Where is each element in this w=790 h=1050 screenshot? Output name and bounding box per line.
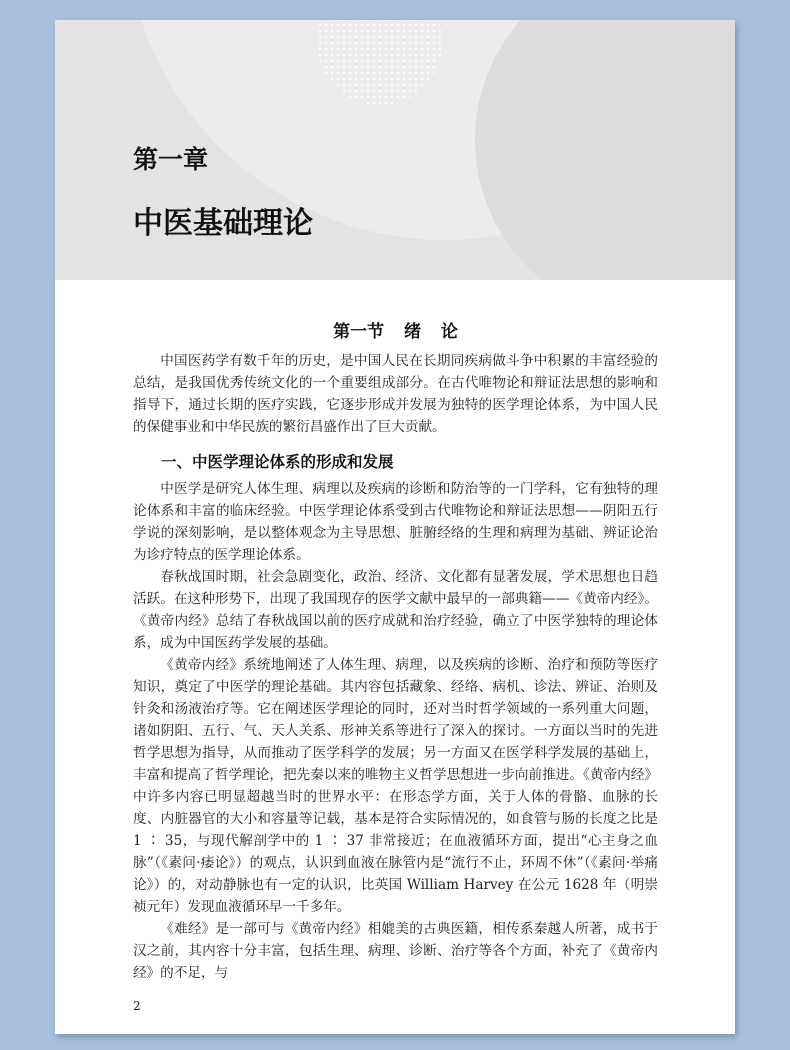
body-paragraph: 《难经》是一部可与《黄帝内经》相媲美的古典医籍，相传系秦越人所著，成书于汉之前，其内容十分丰富，包括生理、病理、诊断、治疗等各个方面，补充了《黄帝内经》的不足，与	[133, 921, 658, 981]
subsection-heading: 一、中医学理论体系的形成和发展	[161, 453, 394, 471]
body-paragraph: 春秋战国时期，社会急剧变化，政治、经济、文化都有显著发展，学术思想也日趋活跃。在这种形势下，出现了我国现存的医学文献中最早的一部典籍——《黄帝内经》。《黄帝内经》总结了春秋战国以前的医疗成就和治疗经验，确立了中医学独特的理论体系，成为中国医药学发展的基础。	[133, 569, 658, 651]
book-page	[55, 20, 735, 1034]
chapter-banner	[55, 20, 735, 280]
section-title: 第一节 绪 论	[333, 322, 458, 342]
intro-paragraph: 中国医药学有数千年的历史，是中国人民在长期同疾病做斗争中积累的丰富经验的总结，是我国优秀传统文化的一个重要组成部分。在古代唯物论和辩证法思想的影响和指导下，通过长期的医疗实践，它逐步形成并发展为独特的医学理论体系，为中国人民的保健事业和中华民族的繁衍昌盛作出了巨大贡献。	[133, 353, 658, 435]
decorative-circle	[475, 20, 735, 280]
page-content	[55, 280, 735, 1014]
page-number: 2	[133, 999, 141, 1013]
body-paragraph: 《黄帝内经》系统地阐述了人体生理、病理，以及疾病的诊断、治疗和预防等医疗知识，奠定了中医学的理论基础。其内容包括藏象、经络、病机、诊法、辨证、治则及针灸和汤液治疗等。它在阐述医学理论的同时，还对当时哲学领域的一系列重大问题，诸如阴阳、五行、气、天人关系、形神关系等进行了深入的探讨。一方面以当时的先进哲学思想为指导，从而推动了医学科学的发展；另一方面又在医学科学发展的基础上，丰富和提高了哲学理论，把先秦以来的唯物主义哲学思想进一步向前推进。《黄帝内经》中许多内容已明显超越当时的世界水平：在形态学方面，关于人体的骨骼、血脉的长度、内脏器官的大小和容量等记载，基本是符合实际情况的，如食管与肠的长度之比是 1 ∶ 35，与现代解剖学中的 1 ∶ 37 非常接近；在血液循环方面，提出“心主身之血脉”（《素问·痿论》）的观点，认识到血液在脉管内是“流行不止，环周不休”（《素问·举痛论》）的，对动静脉也有一定的认识，比英国 William Harvey 在公元 1628 年（明崇祯元年）发现血液循环早一千多年。	[133, 657, 658, 915]
chapter-number: 第一章	[133, 145, 209, 174]
chapter-title: 中医基础理论	[133, 206, 313, 241]
body-paragraph: 中医学是研究人体生理、病理以及疾病的诊断和防治等的一门学科，它有独特的理论体系和丰富的临床经验。中医学理论体系受到古代唯物论和辩证法思想——阴阳五行学说的深刻影响，是以整体观念为主导思想、脏腑经络的生理和病理为基础、辨证论治为诊疗特点的医学理论体系。	[133, 481, 658, 563]
